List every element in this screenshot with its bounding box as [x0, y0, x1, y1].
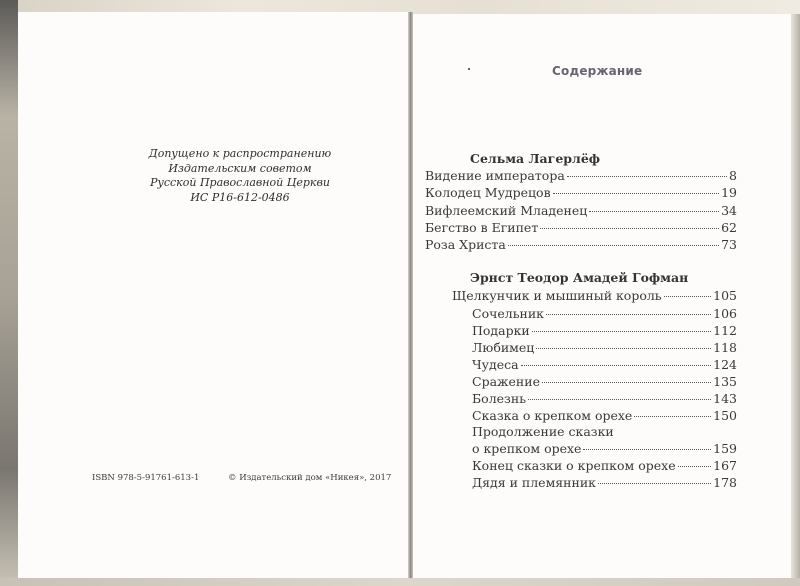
- toc-entry-title: Щелкунчик и мышиный король: [452, 288, 662, 303]
- toc-entry-title: Конец сказки о крепком орехе: [472, 458, 676, 473]
- toc-entry: [425, 167, 737, 184]
- approval-line: ИС Р16-612-0486: [190, 190, 290, 204]
- toc-entry-page: 62: [721, 220, 737, 235]
- toc-entry: [425, 219, 737, 236]
- toc-entry: [472, 440, 737, 457]
- toc-entry-title: Болезнь: [472, 391, 527, 406]
- approval-line: Издательским советом: [168, 161, 312, 175]
- toc-entry-title: Дядя и племянник: [472, 475, 596, 490]
- toc-entry-title: Подарки: [472, 323, 530, 338]
- toc-entry-page: 112: [713, 323, 737, 338]
- toc-entry-title: Роза Христа: [425, 237, 506, 252]
- toc-entry-page: 19: [721, 185, 737, 200]
- toc-entry-page: 150: [713, 408, 737, 423]
- toc-entry-title: Любимец: [472, 340, 535, 355]
- toc-entry: [425, 236, 737, 253]
- leader-dots: [553, 193, 719, 194]
- toc-entry-title: Видение императора: [425, 168, 565, 183]
- leader-dots: [567, 176, 727, 177]
- approval-line: Русской Православной Церкви: [150, 176, 330, 189]
- toc-entry: [472, 457, 737, 474]
- toc-entry: [425, 184, 737, 201]
- page-edge: [791, 14, 800, 578]
- copyright-text: © Издательский дом «Никея», 2017: [228, 473, 392, 483]
- leader-dots: [664, 296, 712, 297]
- scan-background-bottom: [0, 578, 800, 586]
- leader-dots: [598, 483, 711, 484]
- toc-entry-title: Бегство в Египет: [425, 220, 539, 235]
- toc-entry-title: Вифлеемский Младенец: [425, 203, 588, 218]
- toc-entry-title-continued: Продолжение сказки: [472, 424, 614, 439]
- toc-entry: [472, 305, 737, 322]
- toc-entry: [472, 339, 737, 356]
- toc-entry-page: 118: [713, 340, 737, 355]
- leader-dots: [532, 331, 711, 332]
- toc-entry-title: Сражение: [472, 374, 540, 389]
- leader-dots: [546, 314, 711, 315]
- toc-entry-page: 124: [713, 357, 737, 372]
- toc-entry-page: 143: [713, 391, 737, 406]
- leader-dots: [540, 228, 719, 229]
- leader-dots: [542, 382, 711, 383]
- leader-dots: [589, 211, 719, 212]
- toc-entry-page: 34: [721, 203, 737, 218]
- toc-entry-title: о крепком орехе: [472, 441, 582, 456]
- toc-entry-page: 178: [713, 475, 737, 490]
- toc-entry-title: Сказка о крепком орехе: [472, 408, 633, 423]
- leader-dots: [634, 416, 711, 417]
- toc-entry: [472, 373, 737, 390]
- toc-entry: [472, 356, 737, 373]
- toc-entry: [472, 407, 737, 424]
- isbn-text: ISBN 978-5-91761-613-1: [92, 473, 200, 483]
- scan-background-left: [0, 0, 18, 586]
- print-speck: [468, 68, 470, 70]
- leader-dots: [508, 245, 719, 246]
- toc-author: Эрнст Теодор Амадей Гофман: [470, 270, 689, 285]
- left-page: [18, 12, 408, 578]
- toc-author: Сельма Лагерлёф: [470, 151, 601, 166]
- leader-dots: [536, 348, 711, 349]
- toc-entry-page: 135: [713, 374, 737, 389]
- leader-dots: [528, 399, 711, 400]
- toc-entry: [472, 474, 737, 491]
- toc-entry-page: 167: [713, 458, 737, 473]
- toc-entry-page: 159: [713, 441, 737, 456]
- leader-dots: [678, 466, 712, 467]
- toc-entry-title: Колодец Мудрецов: [425, 185, 551, 200]
- toc-entry-page: 106: [713, 306, 737, 321]
- toc-entry-title: Чудеса: [472, 357, 519, 372]
- leader-dots: [521, 365, 712, 366]
- approval-notice: [140, 147, 340, 205]
- toc-entry: [452, 287, 737, 304]
- approval-line: Допущено к распространению: [148, 147, 332, 160]
- leader-dots: [583, 449, 711, 450]
- toc-entry: [425, 202, 737, 219]
- toc-entry-title: Сочельник: [472, 306, 544, 321]
- toc-entry: [472, 390, 737, 407]
- toc-entry: [472, 322, 737, 339]
- toc-entry-page: 73: [721, 237, 737, 252]
- toc-title: Содержание: [552, 64, 643, 78]
- toc-entry-page: 105: [713, 288, 737, 303]
- toc-entry-page: 8: [729, 168, 737, 183]
